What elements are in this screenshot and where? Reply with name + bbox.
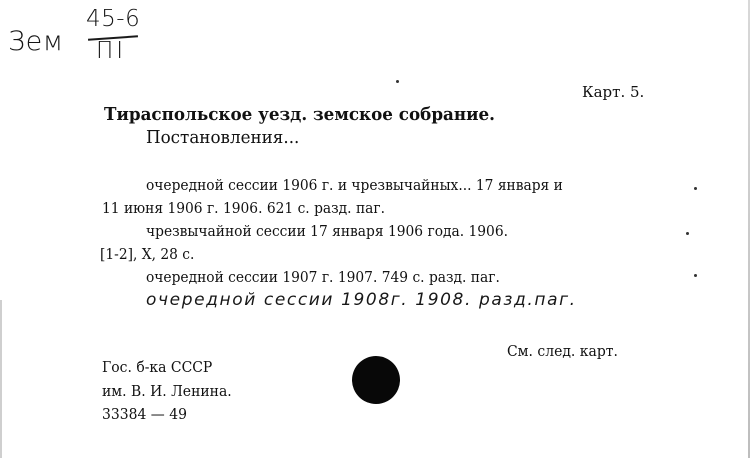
card-subheading: Постановления...	[146, 127, 300, 148]
see-next-card-note: См. след. карт.	[507, 342, 618, 360]
entry-3-line-1: очередной сессии 1907 г. 1907. 749 с. разд. паг.	[146, 268, 500, 286]
entry-2-line-2: [1-2], X, 28 с.	[100, 245, 195, 263]
entry-2-line-1: чрезвычайной сессии 17 января 1906 года. 1906.	[146, 222, 509, 240]
library-stamp-line-2: им. В. И. Ленина.	[102, 382, 232, 400]
shelf-mark-numerator: 45-6	[86, 6, 141, 32]
shelf-mark-prefix: Зем	[8, 26, 64, 57]
entry-1-line-2: 11 июня 1906 г. 1906. 621 с. разд. паг.	[102, 199, 385, 217]
paper-speck	[694, 274, 697, 277]
shelf-mark-denominator: ПI	[96, 38, 127, 64]
paper-speck	[396, 80, 399, 83]
card-number: Карт. 5.	[582, 83, 645, 101]
paper-speck	[694, 187, 697, 190]
card-edge-left	[0, 300, 2, 458]
paper-speck	[686, 232, 689, 235]
library-stamp-line-3: 33384 — 49	[102, 405, 187, 423]
entry-1-line-1: очередной сессии 1906 г. и чрезвычайных... 17 января и	[146, 176, 563, 194]
card-heading: Тираспольское уезд. земское собрание.	[104, 104, 496, 125]
library-stamp-line-1: Гос. б-ка СССР	[102, 358, 213, 376]
punch-hole	[352, 356, 400, 404]
handwritten-entry: очередной сессии 1908г. 1908. разд.паг.	[146, 290, 577, 310]
